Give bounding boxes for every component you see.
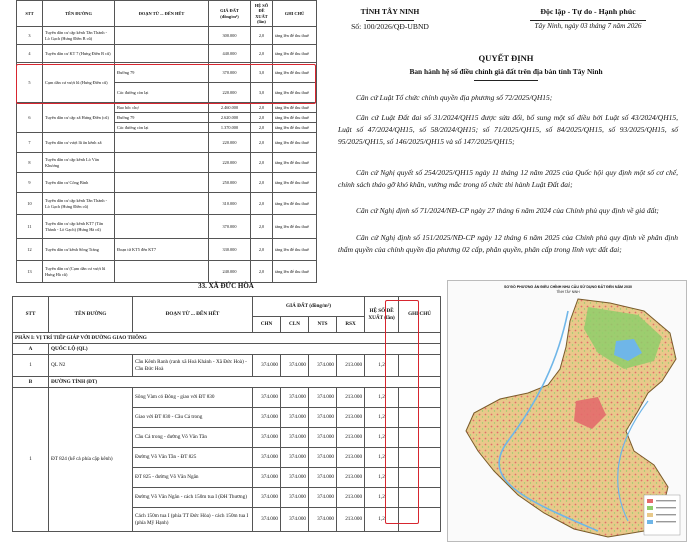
decree-document [330,0,687,270]
decree-subtitle: Ban hành hệ số điều chỉnh giá đất trên địa bàn tỉnh Tây Ninh [409,67,603,76]
legal-basis-5: Căn cứ Nghị định số 151/2025/NĐ-CP ngày 12 tháng 6 năm 2025 của Chính phủ quy định về phân định thẩm quyền của chính quyền địa phương 02 cấp, phân quyền, phân cấp trong lĩnh vực đất đai; [338,233,678,254]
table-row: 1 ĐT 824 (kể cả phía cặp kênh) Sông Vàm cỏ Đông - giao với ĐT 830 374.000 374.000 374.000 213.000 1,2 [13,388,441,408]
col-chn: CHN [253,317,281,333]
table-row: 4 Tuyến dân cư KT 7 (Hưng Điền B cũ) 440.000 2,0 tăng lên để thu thuế [17,45,317,63]
table-row: 7 Tuyến dân cư vượt lũ ấn kênh xã 220.000 2,0 tăng lên để thu thuế [17,133,317,153]
table-row: 11 Tuyến dân cư cặp kênh KT7 (Tân Thành - Lò Gạch) (Hưng Hà cũ) 370.000 2,0 tăng lên để thu thuế [17,215,317,239]
national-motto: Độc lập - Tự do - Hạnh phúc [540,7,636,16]
col-road-name: TÊN ĐƯỜNG [43,1,115,27]
table-row: 6 Tuyến dân cư cặp xã Hưng Điền (cũ) Bao bốc chợ 2.460.000 2,0 tăng lên để thu thuế [17,103,317,113]
table-row: 1 QL N2 Cầu Kênh Ranh (ranh xã Hoà Khánh - Xã Đức Hoà) - Cầu Đức Hoà 374.000 374.000 374.000 213.000 1,2 [13,355,441,377]
table-row: 10 Tuyến dân cư cặp kênh Tân Thành - Lò Gạch (Hưng Điền cũ) 310.000 2,0 tăng lên để thu thuế [17,193,317,215]
col-rsx: RSX [337,317,365,333]
table-row: ĐT 825 - đường Võ Văn Ngân 374.000 374.000 374.000 213.000 1,2 [13,468,441,488]
table-row: Cầu Cá trong - đường Võ Văn Tần 374.000 374.000 374.000 213.000 1,2 [13,428,441,448]
top-price-table [16,0,316,283]
col-road-name: TÊN ĐƯỜNG [49,297,133,333]
table-row: Đường Võ Văn Tần - ĐT 825 374.000 374.000 374.000 213.000 1,2 [13,448,441,468]
group-row: B ĐƯỜNG TỈNH (ĐT) [13,377,441,388]
col-nts: NTS [309,317,337,333]
col-stt: STT [13,297,49,333]
section-row: PHẦN I: VỊ TRÍ TIẾP GIÁP VỚI ĐƯỜNG GIAO THÔNG [13,333,441,344]
col-cln: CLN [281,317,309,333]
table-row: 13 Tuyến dân cư (Cụm dân cư vượt lũ Hưng Hà cũ) 240.000 2,0 tăng lên để thu thuế [17,261,317,283]
table-row: 12 Tuyến dân cư kênh Sông Trăng Đoạn từ KT5 đến KT7 330.000 2,0 tăng lên để thu thuế [17,239,317,261]
legal-basis-1: Căn cứ Luật Tổ chức chính quyền địa phương số 72/2025/QH15; [356,93,553,102]
col-price: GIÁ ĐẤT (đồng/m²) [209,1,251,27]
table-row: 5 Cụm dân cư vượt lũ (Hưng Điền cũ) Đường 79 370.000 3,0 tăng lên để thu thuế [17,63,317,83]
map-subtitle: TỈNH TÂY NINH [556,290,580,294]
col-segment: ĐOẠN TỪ ... ĐẾN HẾT [133,297,253,333]
col-coefficient: HỆ SỐ ĐỀ XUẤT (lần) [365,297,399,333]
bottom-table-title: 33. XÃ ĐỨC HÒA [198,282,254,290]
issuing-org: TỈNH TÂY NINH [360,7,420,16]
table-row: Đường Võ Văn Ngân - cách 150m tua I (ĐH Thương) 374.000 374.000 374.000 213.000 1,2 [13,488,441,508]
table-row: Các đường còn lại 1.370.000 2,0 tăng lên để thu thuế [17,123,317,133]
map-title: SƠ ĐỒ PHƯƠNG ÁN ĐIỀU CHỈNH NHU CẦU SỬ DỤNG ĐẤT ĐẾN NĂM 2030 [503,285,633,289]
col-price: GIÁ ĐẤT (đồng/m²) [253,297,365,317]
legal-basis-3: Căn cứ Nghị quyết số 254/2025/QH15 ngày 11 tháng 12 năm 2025 của Quốc hội quy định một số cơ chế, chính sách tháo gỡ khó khăn, vướng mắc trong tổ chức thi hành Luật Đất đai; [338,168,678,189]
issue-date: Tây Ninh, ngày 03 tháng 7 năm 2026 [534,22,642,30]
subtitle-underline [474,80,538,81]
col-note: GHI CHÚ [273,1,317,27]
col-stt: STT [17,1,43,27]
col-note: GHI CHÚ [399,297,441,333]
decree-title: QUYẾT ĐỊNH [478,53,534,63]
col-coefficient: HỆ SỐ ĐỀ XUẤT (lần) [251,1,273,27]
table-row: 9 Tuyến dân cư Công Bình 250.000 2,0 tăng lên để thu thuế [17,173,317,193]
table-row: Các đường còn lại 220.000 3,0 tăng lên để thu thuế [17,83,317,103]
col-segment: ĐOẠN TỪ ... ĐẾN HẾT [115,1,209,27]
table-row: 8 Tuyến dân cư cặp kênh Lò Văn Khương 220.000 2,0 tăng lên để thu thuế [17,153,317,173]
table-row: Đường 79 2.620.000 2,0 tăng lên để thu thuế [17,113,317,123]
legal-basis-4: Căn cứ Nghị định số 71/2024/NĐ-CP ngày 27 tháng 6 năm 2024 của Chính phủ quy định về giá đất; [356,206,659,215]
table-row: 3 Tuyến dân cư cặp kênh Tân Thành - Lò Gạch (Hưng Điền B cũ) 300.000 2,0 tăng lên để thu thuế [17,27,317,45]
legal-basis-2: Căn cứ Luật Đất đai số 31/2024/QH15 được sửa đổi, bổ sung một số điều bởi Luật số 43/2024/QH15, Luật số 47/2024/QH15, số 58/2024/QH15; số 71/2025/QH15, số 84/2025/QH15, số 93/2025/QH15, số 95/2025/QH15, số 146/2025/QH15 và số 147/2025/QH15; [338,113,678,146]
bottom-price-table [12,296,440,532]
decree-number: Số: 100/2026/QĐ-UBND [351,22,429,31]
table-header-row [13,297,441,317]
group-row: A QUỐC LỘ (QL) [13,344,441,355]
map-illustration [448,281,687,542]
land-use-map [447,280,687,542]
table-row: Giao với ĐT 830 - Cầu Cá trong 374.000 374.000 374.000 213.000 1,2 [13,408,441,428]
table-row: Cách 150m tua I (phía TT Đức Hòa) - cách 150m tua I (phía Mỹ Hạnh) 374.000 374.000 374.000 213.000 1,2 [13,508,441,532]
table-header-row [17,1,317,27]
